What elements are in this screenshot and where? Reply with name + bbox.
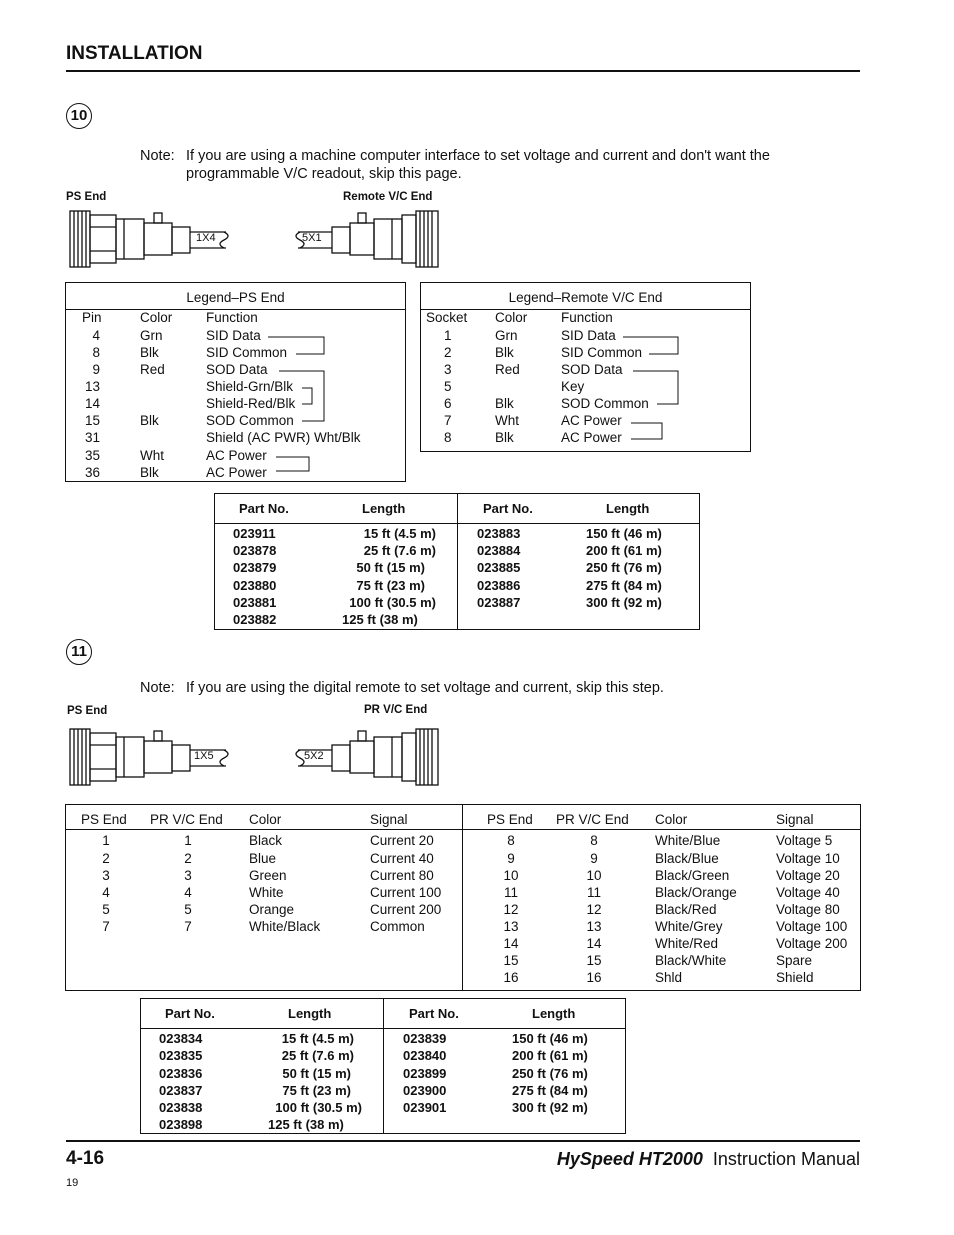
part-number: 023840 (403, 1048, 447, 1063)
part-number: 023880 (233, 578, 277, 593)
legend-remote-socket: 8 (444, 430, 452, 445)
cable-length: 15 ft (4.5 m) (281, 1031, 354, 1046)
legend-remote-function: SOD Data (561, 362, 623, 377)
cable-length: 200 ft (61 m) (512, 1048, 588, 1063)
cable-length: 300 ft (92 m) (512, 1100, 588, 1115)
signal-ps-pin: 10 (503, 868, 519, 883)
parts-column-divider (383, 999, 384, 1133)
step11-part-number-table (140, 998, 626, 1134)
part-number: 023883 (477, 526, 521, 541)
signal-pr-pin: 4 (184, 885, 192, 900)
cable-length: 275 ft (84 m) (512, 1083, 588, 1098)
parts-header-divider (215, 523, 699, 524)
legend-ps-title: Legend–PS End (186, 290, 285, 305)
legend-remote-color: Blk (495, 345, 514, 360)
signal-name: Current 20 (370, 833, 434, 848)
signal-color: Green (249, 868, 287, 883)
signal-pr-pin: 9 (590, 851, 598, 866)
part-number: 023879 (233, 560, 277, 575)
signal-pr-pin: 1 (184, 833, 192, 848)
signal-pr-pin: 16 (586, 970, 602, 985)
signal-name: Current 200 (370, 902, 442, 917)
part-number: 023900 (403, 1083, 447, 1098)
signal-pr-pin: 5 (184, 902, 192, 917)
legend-remote-socket: 2 (444, 345, 452, 360)
legend-remote-header-function: Function (561, 310, 613, 325)
signal-color: White/Grey (655, 919, 723, 934)
legend-remote-header-color: Color (495, 310, 528, 325)
legend-ps-color: Blk (140, 345, 159, 360)
legend-ps-end-table (65, 282, 406, 482)
legend-ps-color: Red (140, 362, 165, 377)
step-number-10: 10 (66, 103, 92, 129)
ps-end-label: PS End (66, 191, 107, 203)
legend-ps-function: AC Power (206, 465, 267, 480)
parts-header-part-no: Part No. (409, 1006, 459, 1021)
signal-pr-pin: 7 (184, 919, 192, 934)
signal-header-pr-end: PR V/C End (150, 812, 223, 827)
legend-remote-function: SID Data (561, 328, 616, 343)
signal-color: Black (249, 833, 283, 848)
signal-name: Voltage 5 (776, 833, 833, 848)
signal-pr-pin: 8 (590, 833, 598, 848)
signal-header-color: Color (249, 812, 282, 827)
signal-pr-pin: 2 (184, 851, 192, 866)
legend-ps-pin: 13 (84, 379, 100, 394)
signal-header-ps-end: PS End (81, 812, 127, 827)
legend-remote-color: Blk (495, 430, 514, 445)
legend-ps-function: SOD Data (206, 362, 268, 377)
header-rule (66, 70, 860, 72)
part-number: 023901 (403, 1100, 447, 1115)
manual-label: Instruction Manual (712, 1149, 860, 1169)
step-number-11: 11 (66, 639, 92, 665)
sheet-number: 19 (66, 1177, 79, 1189)
part-number: 023837 (159, 1083, 203, 1098)
signal-pr-pin: 10 (586, 868, 602, 883)
signal-ps-pin: 7 (102, 919, 110, 934)
part-number: 023898 (159, 1117, 203, 1132)
signal-color: Shld (655, 970, 683, 985)
signal-header-color: Color (655, 812, 688, 827)
step10-note-prefix: Note: (140, 148, 175, 164)
manual-title (557, 1149, 860, 1170)
signal-name: Current 40 (370, 851, 434, 866)
signal-pr-pin: 15 (586, 953, 602, 968)
cable-length: 75 ft (23 m) (282, 1083, 351, 1098)
legend-ps-function: SID Common (206, 345, 288, 360)
cable-length: 50 ft (15 m) (356, 560, 425, 575)
signal-color: Black/Blue (655, 851, 719, 866)
signal-ps-pin: 11 (503, 885, 518, 900)
cable-length: 300 ft (92 m) (586, 595, 662, 610)
cable-length: 125 ft (38 m) (268, 1117, 344, 1132)
legend-remote-pair-brackets (421, 283, 750, 451)
legend-ps-color: Grn (140, 328, 163, 343)
signal-color: Black/Orange (655, 885, 737, 900)
signal-name: Common (370, 919, 425, 934)
part-number: 023886 (477, 578, 521, 593)
signal-pr-pin: 3 (184, 868, 192, 883)
signal-pr-pin: 12 (586, 902, 602, 917)
legend-remote-function: SOD Common (561, 396, 649, 411)
signal-name: Shield (776, 970, 814, 985)
cable-length: 250 ft (76 m) (512, 1066, 588, 1081)
cable-length: 15 ft (4.5 m) (363, 526, 436, 541)
signal-header-signal: Signal (776, 812, 814, 827)
signal-ps-pin: 15 (503, 953, 519, 968)
legend-remote-socket: 6 (444, 396, 452, 411)
legend-remote-function: AC Power (561, 413, 622, 428)
signal-name: Voltage 20 (776, 868, 840, 883)
legend-ps-pair-brackets (66, 283, 405, 481)
parts-header-length: Length (532, 1006, 576, 1021)
part-number: 023899 (403, 1066, 447, 1081)
plug-label-5x2: 5X2 (304, 750, 324, 762)
legend-ps-pin: 14 (84, 396, 100, 411)
legend-ps-pin: 31 (84, 430, 100, 445)
legend-ps-function: AC Power (206, 448, 267, 463)
signal-name: Spare (776, 953, 813, 968)
part-number: 023834 (159, 1031, 203, 1046)
parts-header-part-no: Part No. (483, 501, 533, 516)
signal-color: White/Black (249, 919, 321, 934)
parts-header-part-no: Part No. (239, 501, 289, 516)
part-number: 023835 (159, 1048, 203, 1063)
cable-length: 100 ft (30.5 m) (275, 1100, 362, 1115)
signal-ps-pin: 12 (503, 902, 519, 917)
signal-color: Blue (249, 851, 277, 866)
signal-ps-pin: 4 (102, 885, 110, 900)
signal-pr-pin: 14 (586, 936, 602, 951)
signal-ps-pin: 1 (102, 833, 110, 848)
legend-remote-color: Red (495, 362, 520, 377)
legend-remote-socket: 1 (444, 328, 452, 343)
parts-header-length: Length (288, 1006, 332, 1021)
signal-color: White/Red (655, 936, 719, 951)
legend-remote-header-socket: Socket (426, 310, 468, 325)
signal-name: Voltage 80 (776, 902, 840, 917)
signal-color: Black/White (655, 953, 727, 968)
step10-note-line1: If you are using a machine computer interface to set voltage and current and don't want the (186, 148, 770, 164)
legend-ps-header-pin: Pin (82, 310, 102, 325)
part-number: 023911 (233, 526, 276, 541)
step11-note-prefix: Note: (140, 680, 175, 696)
remote-end-label: Remote V/C End (343, 191, 433, 203)
legend-ps-function: Shield-Grn/Blk (206, 379, 294, 394)
signal-name: Current 100 (370, 885, 442, 900)
legend-remote-color: Wht (495, 413, 520, 428)
signal-header-signal: Signal (370, 812, 408, 827)
signal-name: Voltage 10 (776, 851, 840, 866)
signal-ps-pin: 9 (507, 851, 515, 866)
signal-ps-pin: 3 (102, 868, 110, 883)
cable-length: 75 ft (23 m) (356, 578, 425, 593)
signal-header-ps-end: PS End (487, 812, 533, 827)
page-number: 4-16 (66, 1148, 105, 1169)
legend-ps-function: Shield (AC PWR) Wht/Blk (206, 430, 361, 445)
legend-remote-color: Grn (495, 328, 518, 343)
signal-ps-pin: 14 (503, 936, 519, 951)
cable-length: 250 ft (76 m) (586, 560, 662, 575)
step10-note-line2: programmable V/C readout, skip this page. (186, 166, 462, 182)
legend-ps-pin: 9 (92, 362, 100, 377)
parts-header-length: Length (606, 501, 650, 516)
legend-ps-header-function: Function (206, 310, 258, 325)
plug-label-1x4: 1X4 (196, 232, 216, 244)
part-number: 023878 (233, 543, 277, 558)
legend-ps-pin: 4 (92, 328, 100, 343)
legend-remote-end-table (420, 282, 751, 452)
legend-ps-pin: 15 (84, 413, 100, 428)
parts-header-divider (141, 1028, 625, 1029)
legend-ps-function: SOD Common (206, 413, 294, 428)
signal-color: Black/Red (655, 902, 717, 917)
signal-header-divider (66, 829, 860, 830)
signal-pr-pin: 11 (586, 885, 601, 900)
signal-color: White (249, 885, 284, 900)
legend-remote-socket: 7 (444, 413, 452, 428)
legend-ps-color: Wht (140, 448, 165, 463)
pr-end-label: PR V/C End (364, 704, 428, 716)
signal-color: Orange (249, 902, 295, 917)
signal-ps-pin: 8 (507, 833, 515, 848)
legend-remote-function: AC Power (561, 430, 622, 445)
signal-header-pr-end: PR V/C End (556, 812, 629, 827)
part-number: 023882 (233, 612, 277, 627)
parts-header-part-no: Part No. (165, 1006, 215, 1021)
legend-remote-function: Key (561, 379, 585, 394)
signal-name: Current 80 (370, 868, 434, 883)
cable-length: 200 ft (61 m) (586, 543, 662, 558)
cable-length: 275 ft (84 m) (586, 578, 662, 593)
cable-length: 25 ft (7.6 m) (281, 1048, 354, 1063)
plug-label-1x5: 1X5 (194, 750, 214, 762)
section-title: INSTALLATION (66, 43, 203, 64)
legend-ps-color: Blk (140, 413, 159, 428)
legend-ps-function: SID Data (206, 328, 261, 343)
step11-signal-table (65, 804, 861, 991)
signal-color: White/Blue (655, 833, 721, 848)
legend-ps-pin: 35 (84, 448, 100, 463)
legend-ps-function: Shield-Red/Blk (206, 396, 296, 411)
legend-ps-pin: 8 (92, 345, 100, 360)
product-name: HySpeed HT2000 (556, 1149, 703, 1169)
step10-part-number-table (214, 493, 700, 630)
part-number: 023885 (477, 560, 521, 575)
cable-length: 50 ft (15 m) (282, 1066, 351, 1081)
part-number: 023838 (159, 1100, 203, 1115)
signal-ps-pin: 16 (503, 970, 519, 985)
part-number: 023836 (159, 1066, 203, 1081)
signal-ps-pin: 5 (102, 902, 110, 917)
signal-ps-pin: 13 (503, 919, 519, 934)
legend-remote-color: Blk (495, 396, 514, 411)
cable-length: 100 ft (30.5 m) (349, 595, 436, 610)
signal-name: Voltage 40 (776, 885, 840, 900)
part-number: 023884 (477, 543, 521, 558)
parts-header-length: Length (362, 501, 406, 516)
ps-end-label: PS End (67, 705, 108, 717)
cable-length: 150 ft (46 m) (586, 526, 662, 541)
signal-color: Black/Green (655, 868, 730, 883)
legend-remote-socket: 5 (444, 379, 452, 394)
part-number: 023881 (233, 595, 277, 610)
legend-ps-header-color: Color (140, 310, 173, 325)
cable-length: 25 ft (7.6 m) (363, 543, 436, 558)
legend-ps-pin: 36 (84, 465, 100, 480)
part-number: 023887 (477, 595, 521, 610)
part-number: 023839 (403, 1031, 447, 1046)
signal-column-divider (462, 805, 463, 990)
signal-pr-pin: 13 (586, 919, 602, 934)
cable-length: 125 ft (38 m) (342, 612, 418, 627)
cable-length: 150 ft (46 m) (512, 1031, 588, 1046)
step11-note-line1: If you are using the digital remote to set voltage and current, skip this step. (186, 680, 664, 696)
parts-column-divider (457, 494, 458, 629)
signal-name: Voltage 100 (776, 919, 848, 934)
signal-ps-pin: 2 (102, 851, 110, 866)
footer-rule (66, 1140, 860, 1142)
legend-remote-function: SID Common (561, 345, 643, 360)
legend-ps-color: Blk (140, 465, 159, 480)
legend-remote-title: Legend–Remote V/C End (508, 290, 663, 305)
legend-remote-socket: 3 (444, 362, 452, 377)
plug-label-5x1: 5X1 (302, 232, 322, 244)
signal-name: Voltage 200 (776, 936, 848, 951)
